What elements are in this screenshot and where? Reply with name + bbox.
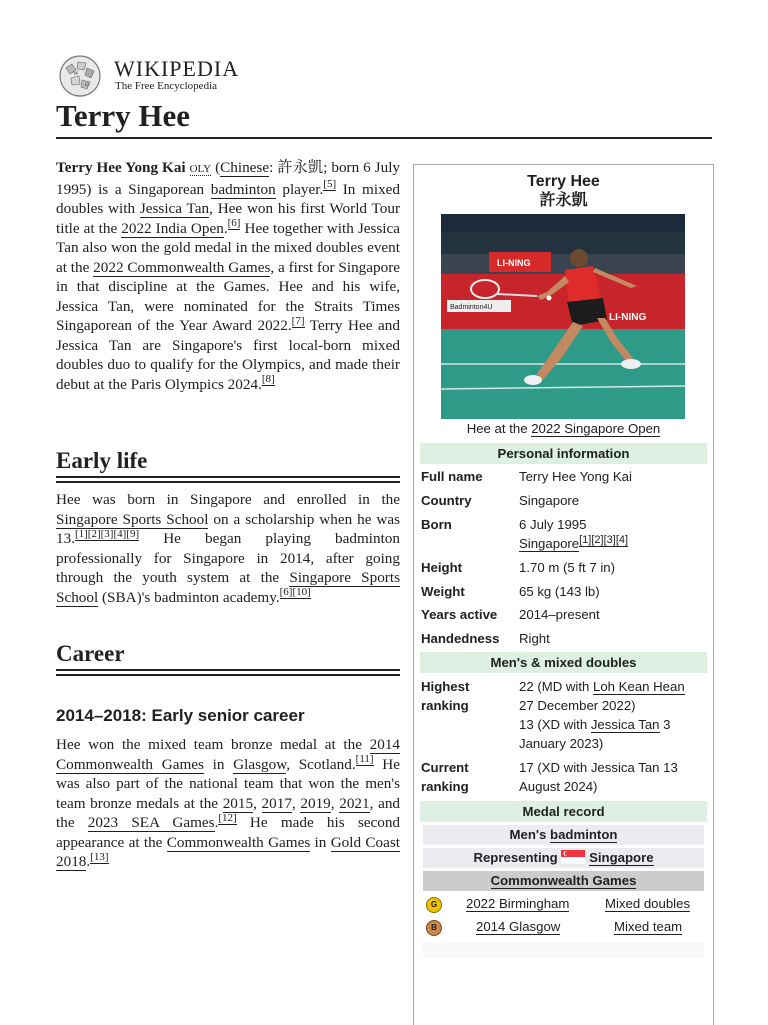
event-text[interactable]: 2022 Birmingham (466, 896, 570, 911)
weight-value: 65 kg (143 lb) (519, 584, 600, 599)
svg-text:LI-NING: LI-NING (497, 258, 531, 268)
year-link[interactable]: 2015 (222, 794, 254, 812)
badminton-link[interactable]: badminton (210, 180, 276, 198)
intro-section (56, 158, 400, 394)
current-ranking-value (519, 758, 707, 796)
medal-category-link[interactable] (605, 895, 690, 913)
body-text: on a scholarship when he was 13. (56, 510, 401, 547)
infobox-name: Terry Hee (527, 173, 600, 190)
singapore-link[interactable]: Singapore (519, 536, 580, 551)
commonwealth-games-link[interactable]: 2022 Commonwealth Games (93, 258, 271, 276)
year-link[interactable]: 2019 (300, 794, 331, 812)
years-active-value: 2014–present (519, 607, 600, 622)
ref-link[interactable]: [8] (261, 373, 275, 386)
intro-text: Hee together with Jessica Tan also won the gold medal in the mixed doubles event at the (56, 219, 400, 276)
loh-kean-hean-link[interactable]: Loh Kean Hean (593, 679, 685, 694)
event-text[interactable]: 2014 Glasgow (476, 919, 561, 934)
representing-band (423, 848, 704, 868)
body-text: (SBA)'s badminton academy. (98, 588, 280, 606)
full-name-label: Full name (421, 469, 483, 484)
gold-medal-icon: G (426, 897, 442, 913)
infobox-title (414, 172, 713, 210)
body-text: , (253, 794, 262, 812)
category-text[interactable]: Mixed team (614, 919, 683, 934)
badminton-link[interactable]: badminton (550, 827, 618, 842)
medal-record-header: Medal record (420, 801, 707, 822)
label-line: ranking (421, 779, 469, 794)
section-divider (56, 669, 400, 671)
ranking-text: 27 December 2022) (519, 698, 636, 713)
personal-info-header: Personal information (420, 443, 707, 464)
wikipedia-logo[interactable] (56, 54, 256, 98)
commonwealth-games-band (423, 871, 704, 891)
intro-text: player. (275, 180, 324, 198)
mens-badminton-band (423, 825, 704, 845)
label-line: ranking (421, 698, 469, 713)
intro-text: : 許永凱; born 6 July 1995) is a Singaporean (56, 159, 401, 198)
page-title: Terry Hee (56, 98, 190, 133)
doubles-header: Men's & mixed doubles (420, 652, 707, 673)
svg-text:LI-NING: LI-NING (609, 312, 647, 323)
body-text: in (310, 833, 331, 851)
section-divider (56, 476, 400, 478)
body-text: . (86, 853, 91, 870)
born-label: Born (421, 517, 452, 532)
handedness-value: Right (519, 631, 550, 646)
glasgow-link[interactable]: Glasgow (233, 755, 287, 773)
svg-text:Badminton4U: Badminton4U (450, 304, 493, 311)
ranking-text: 3 (659, 717, 671, 732)
label-line: Current (421, 760, 469, 775)
born-date: 6 July 1995 (519, 517, 587, 532)
section-heading-career: Career (56, 641, 125, 666)
weight-label: Weight (421, 584, 465, 599)
year-link[interactable]: 2017 (261, 794, 292, 812)
ref-link[interactable]: [5] (323, 178, 337, 191)
body-text: He made his second appearance at the (56, 814, 401, 851)
ref-link[interactable]: [6] (227, 217, 241, 230)
ref-link[interactable]: [12] (218, 811, 237, 824)
ranking-text: January 2023) (519, 736, 604, 751)
commonwealth-games-link[interactable]: Commonwealth Games (166, 833, 311, 851)
ref-link[interactable]: [13] (90, 850, 109, 863)
chinese-link[interactable]: Chinese (220, 159, 270, 176)
body-text: He was also part of the national team that won the men's team bronze medals at the (56, 755, 400, 812)
body-text: , (330, 794, 340, 812)
infobox-chinese-name: 許永凱 (539, 192, 588, 209)
section-heading-early-life: Early life (56, 448, 148, 473)
highest-ranking-label (421, 677, 513, 715)
svg-text:W: W (73, 71, 79, 77)
medal-table-footer (423, 942, 704, 958)
years-active-label: Years active (421, 607, 498, 622)
section-divider (56, 481, 400, 483)
wikipedia-globe-icon (56, 54, 104, 98)
ranking-text: August 2024) (519, 779, 598, 794)
title-divider (56, 137, 712, 139)
intro-paragraph: Terry Hee Yong Kai OLY (Chinese: 許永凱; born 6 July 1995) is a Singaporean badminton player.[5] In mixed doubles with Jessica Tan, Hee won his first World Tour title at the 2022 India Open.[6] Hee together with Jessica Tan also won the gold medal in the mixed doubles event at the 2022 Commonwealth Games, a first for Singapore in that discipline at the Games. Hee and his wife, Jessica Tan, were nominated for the Straits Times Singaporean of the Year Award 2022.[7] Terry Hee and Jessica Tan are Singapore's first local-born mixed doubles duo to qualify for the Olympics, and made their debut at the Paris Olympics 2024.[8] (56, 159, 401, 393)
band-text: Men's (509, 827, 551, 842)
oly-abbr[interactable]: OLY (189, 163, 212, 175)
year-link[interactable]: 2021 (339, 794, 370, 812)
body-text: He began playing badminton professionally for Singapore in 2014, after going through the youth system at the (56, 530, 400, 586)
singapore-sports-school-link[interactable]: Singapore Sports School (56, 510, 209, 528)
medal-event-link[interactable] (466, 895, 569, 913)
wikipedia-wordmark: WIKIPEDIA (114, 56, 240, 81)
height-value: 1.70 m (5 ft 7 in) (519, 560, 616, 575)
ref-link[interactable]: [7] (291, 314, 305, 327)
body-text: Hee won the mixed team bronze medal at the (56, 736, 370, 753)
intro-name: Terry Hee Yong Kai (56, 159, 186, 176)
full-name-value: Terry Hee Yong Kai (519, 469, 632, 484)
player-photo[interactable] (441, 214, 685, 419)
born-value (519, 515, 707, 553)
jessica-tan-link[interactable]: Jessica Tan (590, 717, 660, 732)
country-value: Singapore (519, 493, 580, 508)
early-life-section (56, 490, 400, 607)
label-line: Highest (421, 679, 470, 694)
intro-text: , a first for Singapore in that discipline at the Games. Hee and his wife, Jessica Tan, were nominated for the Straits Times Singaporean of the Year Award 2022. (56, 258, 401, 334)
career-section (56, 735, 400, 872)
intro-text: , Hee won his first World Tour title at the (56, 200, 400, 237)
current-ranking-label (421, 758, 513, 796)
ranking-text: 22 (MD with (519, 679, 594, 694)
body-text: , and the (56, 794, 401, 831)
singapore-open-link[interactable]: 2022 Singapore Open (531, 421, 661, 436)
commonwealth-games-link[interactable]: Commonwealth Games (490, 873, 637, 888)
highest-ranking-value (519, 677, 707, 753)
ranking-text: 13 (XD with (519, 717, 591, 732)
wikipedia-tagline: The Free Encyclopedia (115, 80, 218, 92)
india-open-link[interactable]: 2022 India Open (121, 219, 224, 237)
ref-link[interactable]: [6][10] (279, 586, 311, 599)
singapore-flag-icon (561, 850, 585, 864)
svg-text:Ω: Ω (85, 83, 89, 88)
career-paragraph (56, 735, 400, 872)
singapore-sports-school-link[interactable]: Singapore Sports School (56, 569, 400, 606)
intro-text: In mixed doubles with (56, 180, 400, 217)
intro-text: ( (211, 159, 221, 176)
height-label: Height (421, 560, 463, 575)
medal-event-link[interactable] (476, 918, 560, 936)
body-text: . (214, 814, 219, 831)
category-text[interactable]: Mixed doubles (605, 896, 691, 911)
gold-coast-link[interactable]: Gold Coast 2018 (56, 833, 400, 870)
body-text: Hee was born in Singapore and enrolled in the (56, 491, 400, 508)
subsection-heading: 2014–2018: Early senior career (56, 706, 305, 725)
ref-link[interactable]: [1][2][3][4][9] (74, 527, 140, 540)
body-text: , Scotland. (286, 755, 356, 773)
band-text: Representing (473, 850, 562, 865)
medal-category-link[interactable] (614, 918, 682, 936)
ref-link[interactable]: [1][2][3][4] (579, 533, 629, 546)
sea-games-link[interactable]: 2023 SEA Games (87, 814, 215, 831)
body-text: , (291, 794, 301, 812)
photo-caption (414, 421, 713, 436)
infobox (413, 164, 714, 1025)
ranking-text: 17 (XD with Jessica Tan 13 (519, 760, 678, 775)
caption-text: Hee at the (466, 421, 532, 436)
intro-text: Terry Hee and Jessica Tan are Singapore's first local-born mixed doubles duo to qualify for the Olympics, and made their debut at the Paris Olympics 2024. (56, 317, 400, 393)
body-text: in (203, 755, 234, 773)
handedness-label: Handedness (421, 631, 500, 646)
section-divider (56, 674, 400, 676)
early-life-paragraph (56, 490, 400, 607)
singapore-link[interactable]: Singapore (589, 850, 654, 865)
country-label: Country (421, 493, 472, 508)
jessica-tan-link[interactable]: Jessica Tan (139, 200, 210, 217)
badminton-player-photo (441, 214, 685, 419)
ref-link[interactable]: [11] (355, 753, 374, 766)
bronze-medal-icon: B (426, 920, 442, 936)
cwg-2014-link[interactable]: 2014 Commonwealth Games (56, 736, 400, 773)
